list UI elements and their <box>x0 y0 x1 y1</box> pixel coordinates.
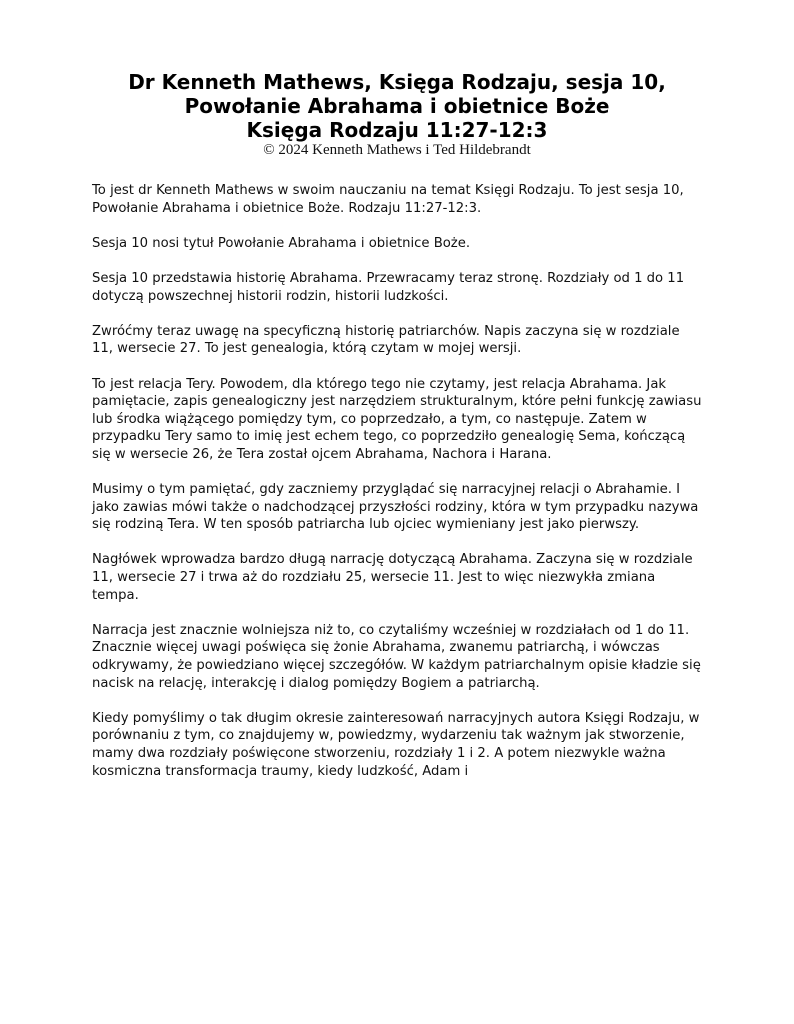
paragraph: Sesja 10 przedstawia historię Abrahama. Przewracamy teraz stronę. Rozdziały od 1 do 11 dotyczą powszechnej historii rodzin, historii ludzkości. <box>92 270 685 304</box>
paragraph: Narracja jest znacznie wolniejsza niż to, co czytaliśmy wcześniej w rozdziałach od 1 do 11. Znacznie więcej uwagi poświęca się żonie Abrahama, zwanemu patriarchą, i wówczas odkrywamy, że powiedziano więcej szczegółów. W każdym patriarchalnym opisie kładzie się nacisk na relację, interakcję i dialog pomiędzy Bogiem a patriarchą. <box>92 622 701 691</box>
paragraph: To jest relacja Tery. Powodem, dla którego tego nie czytamy, jest relacja Abrahama. Jak pamiętacie, zapis genealogiczny jest narzędziem strukturalnym, które pełni funkcję zawiasu lub środka wiążącego pomiędzy tym, co poprzedzało, a tym, co następuje. Zatem w przypadku Tery samo to imię jest echem tego, co poprzedziło genealogię Sema, kończącą się w wersecie 26, że Tera został ojcem Abrahama, Nachora i Harana. <box>92 376 702 462</box>
paragraph: Nagłówek wprowadza bardzo długą narrację dotyczącą Abrahama. Zaczyna się w rozdziale 11, wersecie 27 i trwa aż do rozdziału 25, wersecie 11. Jest to więc niezwykła zmiana tempa. <box>92 552 693 603</box>
page-title-line-2: Powołanie Abrahama i obietnice Boże <box>184 94 610 118</box>
paragraph: To jest dr Kenneth Mathews w swoim nauczaniu na temat Księgi Rodzaju. To jest sesja 10, Powołanie Abrahama i obietnice Boże. Rodzaju 11:27-12:3. <box>92 183 684 216</box>
copyright-notice: © 2024 Kenneth Mathews i Ted Hildebrandt <box>263 142 531 158</box>
page-title-line-3: Księga Rodzaju 11:27-12:3 <box>246 118 548 142</box>
paragraph: Sesja 10 nosi tytuł Powołanie Abrahama i obietnice Boże. <box>92 235 471 251</box>
title-block <box>0 70 794 159</box>
document-body <box>92 182 702 798</box>
paragraph: Kiedy pomyślimy o tak długim okresie zainteresowań narracyjnych autora Księgi Rodzaju, w porównaniu z tym, co znajdujemy w, powiedzmy, wydarzeniu tak ważnym jak stworzenie, mamy dwa rozdziały poświęcone stworzeniu, rozdziały 1 i 2. A potem niezwykle ważna kosmiczna transformacja traumy, kiedy ludzkość, Adam i <box>92 710 700 779</box>
page-title-line-1: Dr Kenneth Mathews, Księga Rodzaju, sesja 10, <box>128 70 666 94</box>
paragraph: Zwróćmy teraz uwagę na specyficzną historię patriarchów. Napis zaczyna się w rozdziale 11, wersecie 27. To jest genealogia, którą czytam w mojej wersji. <box>92 323 680 357</box>
paragraph: Musimy o tym pamiętać, gdy zaczniemy przyglądać się narracyjnej relacji o Abrahamie. I jako zawias mówi także o nadchodzącej przyszłości rodziny, która w tym przypadku nazywa się rodziną Tera. W ten sposób patriarcha lub ojciec wymieniany jest jako pierwszy. <box>92 482 699 533</box>
